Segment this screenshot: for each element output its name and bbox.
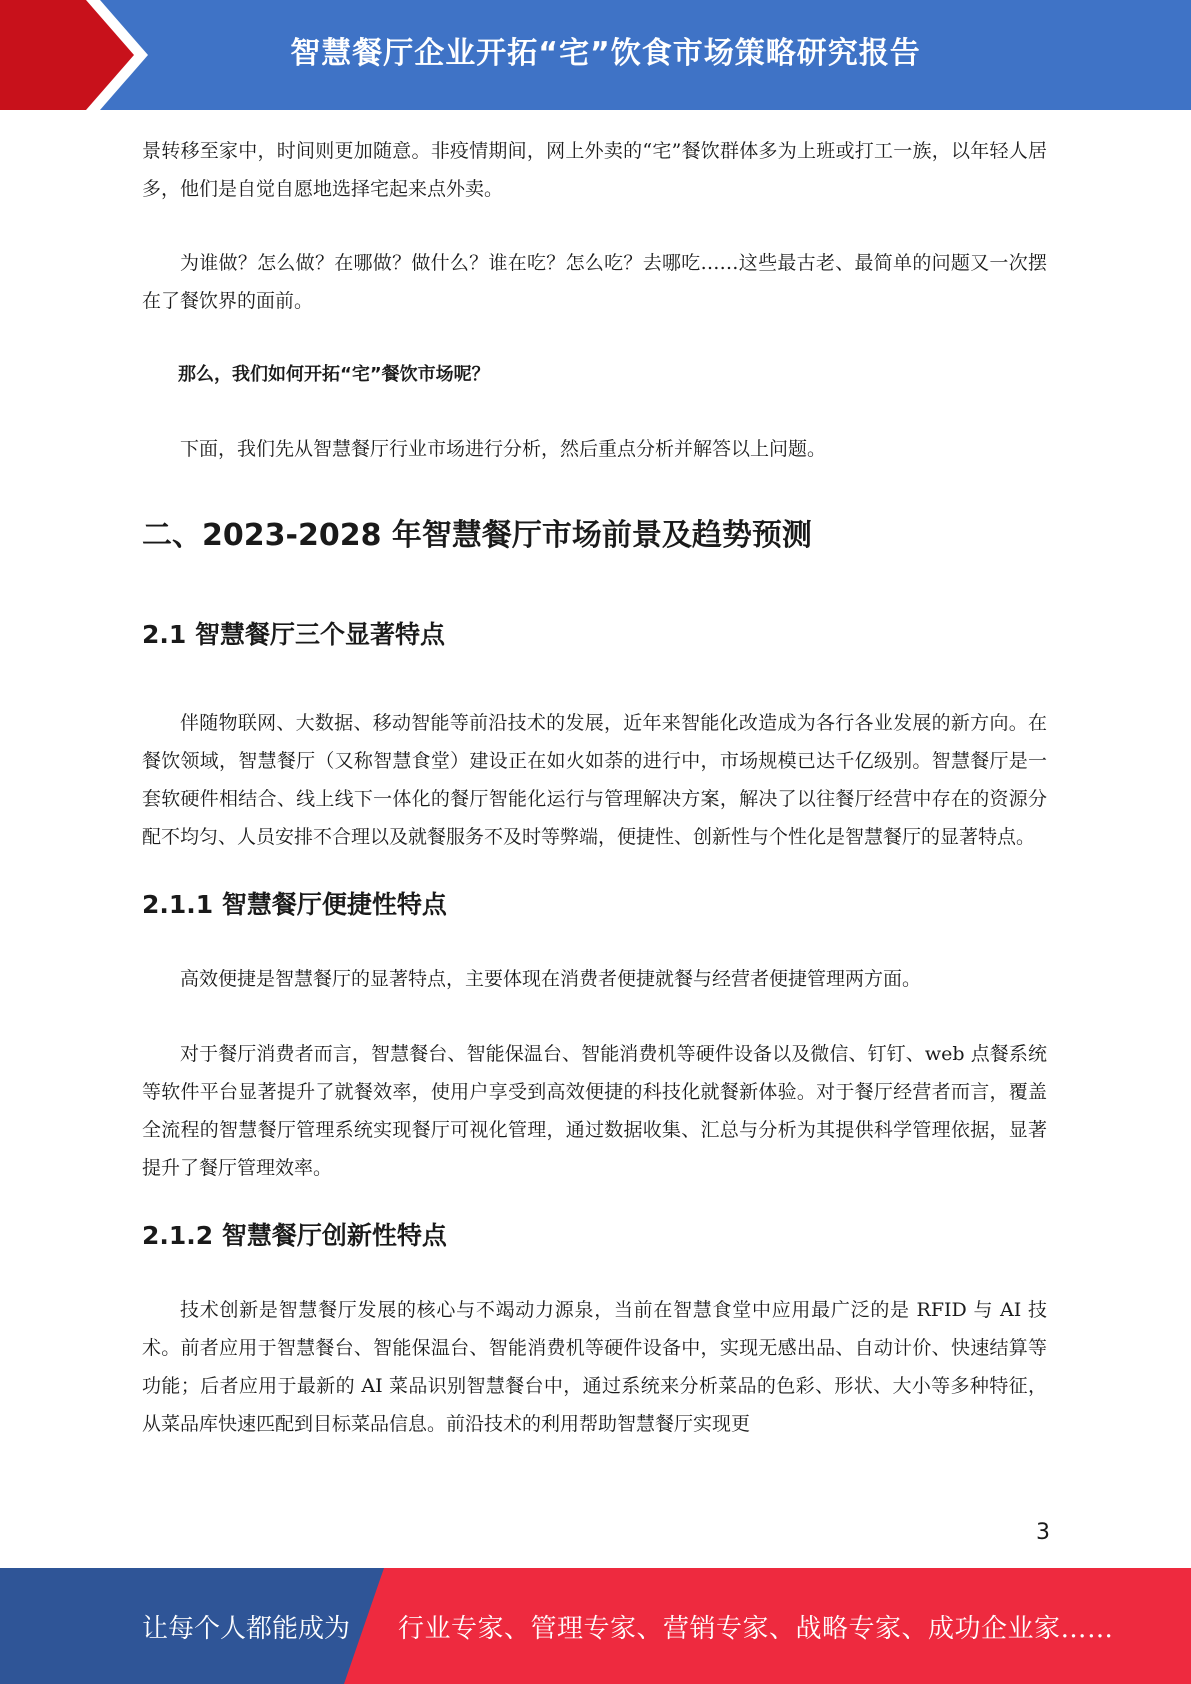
paragraph-innovation: 技术创新是智慧餐厅发展的核心与不竭动力源泉，当前在智慧食堂中应用最广泛的是 RFID 与 AI 技术。前者应用于智慧餐台、智能保温台、智能消费机等硬件设备中，实现无感出品、自动计价、快速结算等功能；后者应用于最新的 AI 菜品识别智慧餐台中，通过系统来分析菜品的色彩、形状、大小等多种特征，从菜品库快速匹配到目标菜品信息。前沿技术的利用帮助智慧餐厅实现更 (142, 1299, 1047, 1435)
page-footer (0, 1568, 1191, 1684)
paragraph-key-question: 那么，我们如何开拓“宅”餐饮市场呢？ (178, 364, 490, 385)
paragraph-continuation: 景转移至家中，时间则更加随意。非疫情期间，网上外卖的“宅”餐饮群体多为上班或打工一族，以年轻人居多，他们是自觉自愿地选择宅起来点外卖。 (142, 140, 1047, 200)
paragraph-questions: 为谁做？怎么做？在哪做？做什么？谁在吃？怎么吃？去哪吃……这些最古老、最简单的问题又一次摆在了餐饮界的面前。 (142, 252, 1047, 312)
subsection-heading-2-1-1: 2.1.1 智慧餐厅便捷性特点 (142, 890, 447, 919)
page-header (0, 0, 1191, 110)
paragraph-three-features: 伴随物联网、大数据、移动智能等前沿技术的发展，近年来智能化改造成为各行各业发展的新方向。在餐饮领域，智慧餐厅（又称智慧食堂）建设正在如火如荼的进行中，市场规模已达千亿级别。智慧餐厅是一套软硬件相结合、线上线下一体化的餐厅智能化运行与管理解决方案，解决了以往餐厅经营中存在的资源分配不均匀、人员安排不合理以及就餐服务不及时等弊端，便捷性、创新性与个性化是智慧餐厅的显著特点。 (142, 712, 1047, 848)
section-heading-2: 二、2023-2028 年智慧餐厅市场前景及趋势预测 (142, 518, 812, 553)
paragraph-convenience-detail: 对于餐厅消费者而言，智慧餐台、智能保温台、智能消费机等硬件设备以及微信、钉钉、web 点餐系统等软件平台显著提升了就餐效率，使用户享受到高效便捷的科技化就餐新体验。对于餐厅经营者而言，覆盖全流程的智慧餐厅管理系统实现餐厅可视化管理，通过数据收集、汇总与分析为其提供科学管理依据，显著提升了餐厅管理效率。 (142, 1043, 1047, 1179)
report-title: 智慧餐厅企业开拓“宅”饮食市场策略研究报告 (290, 36, 921, 71)
paragraph-convenience-intro: 高效便捷是智慧餐厅的显著特点，主要体现在消费者便捷就餐与经营者便捷管理两方面。 (180, 968, 922, 990)
footer-slogan-right: 行业专家、管理专家、营销专家、战略专家、成功企业家…… (398, 1614, 1114, 1644)
subsection-heading-2-1-2: 2.1.2 智慧餐厅创新性特点 (142, 1221, 447, 1250)
paragraph-intro-analysis: 下面，我们先从智慧餐厅行业市场进行分析，然后重点分析并解答以上问题。 (180, 438, 827, 460)
page-number: 3 (1036, 1520, 1050, 1545)
subsection-heading-2-1: 2.1 智慧餐厅三个显著特点 (142, 620, 445, 649)
footer-slogan-left: 让每个人都能成为 (142, 1614, 351, 1644)
document-body (142, 132, 1047, 1443)
